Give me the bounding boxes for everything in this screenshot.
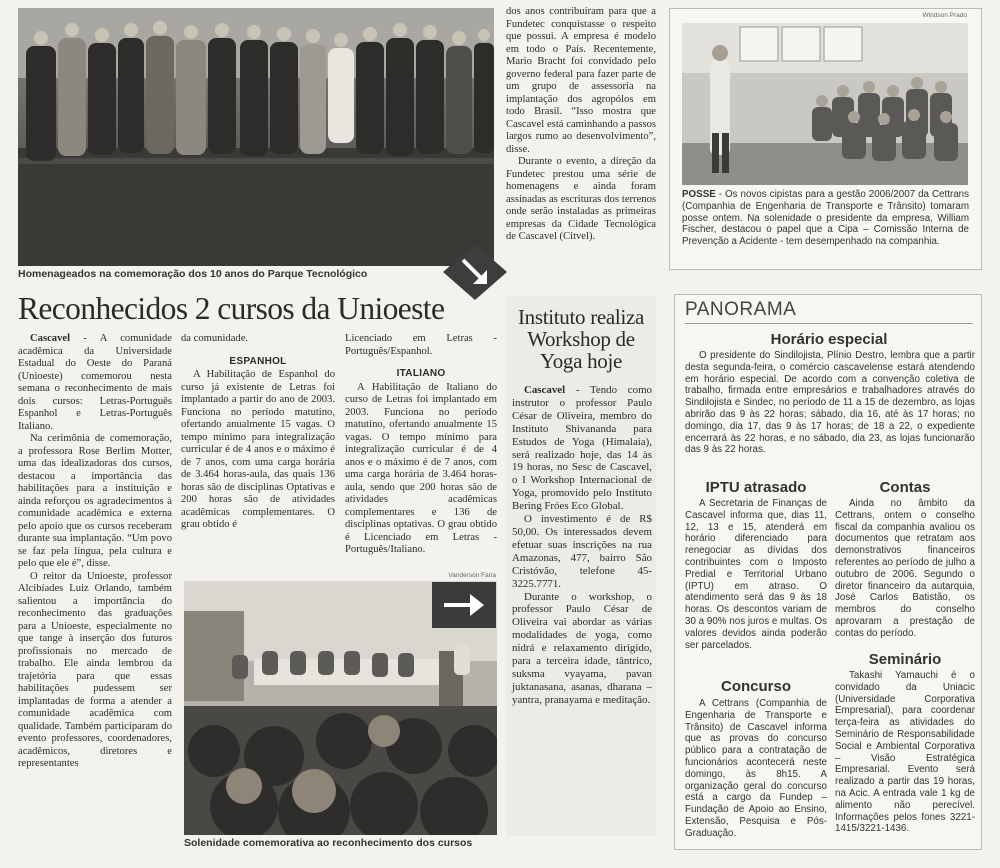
italiano-subtitle: ITALIANO (396, 368, 446, 379)
concurso-text: A Cettrans (Companhia de Engenharia de Transporte e Trânsito) de Cascavel informa que as provas do concurso público para a contratação de funcionários acontecerá neste domingo, às 8h15. A organização geral do concurso está a cargo da Fundep – Fundação de Apoio ao Ensino, Extensão, Pesquisa e Pós-Graduação. (685, 698, 827, 839)
fundetec-paragraph: Durante o evento, a direção da Fundetec prestou uma série de homenagens e ainda foram assinadas as escrituras dos terrenos onde serão instaladas as primeiras empresas da Cidade Tecnológica de Cascavel (Citvel). (506, 156, 656, 242)
unioeste-paragraph: Licenciado em Letras - Português/Espanhol. (345, 333, 497, 357)
espanhol-paragraph: A Habilitação de Espanhol do curso já existente de Letras foi implantado a partir do ano de 2003. Funciona no período matutino, ofertando anualmente 15 vagas. O tempo mínimo para integralização curricular é de 4 anos e o máximo é de 7 anos, com uma carga horária de 3.464 horas-aula, das quais 136 horas são de disciplinas Optativas e 200 horas são de atividades acadêmicas complementares. O grau obtido é (181, 369, 335, 530)
concurso-title: Concurso (720, 678, 791, 695)
iptu-text: A Secretaria de Finanças de Cascavel informa que, dias 11, 12, 13 e 15, atenderá em horário diferenciado para renegociar as dívidas dos contribuintes com o Imposto Predial e Territorial Urbano (IPTU) em atraso. O atendimento será das 9 às 18 horas. Os descontos variam de 30 a 90% nos juros e multas. Os valores devidos ainda poderão ser parcelados. (685, 498, 827, 651)
fundetec-paragraph: dos anos contribuíram para que a Fundetec conquistasse o respeito que possui. A empresa é modelo em todo o País. Recentemente, Mario Bracht foi convidado pelo governo federal para fazer parte de um grupo de assessoria na implantação dos agropólos em todo Brasil. “Isso mostra que Cascavel está caminhando a passos largos rumo ao desenvolvimento”, disse. (506, 6, 656, 155)
solenidade-photo-caption: Solenidade comemorativa ao reconhecimento dos cursos (184, 837, 473, 849)
posse-box (669, 8, 982, 270)
posse-photo-credit: Windson Prado (922, 12, 967, 19)
unioeste-paragraph: O reitor da Unioeste, professor Alcibíades Luiz Orlando, também salientou a importância do reconhecimento das graduações para a Unioeste, especialmente no que tange à inserção dos futuros profissionais no mercado de trabalho. Ele ainda lembrou da trajetória para que essas habilitações pudessem ser implantadas de forma a atender a comunidade acadêmica com qualidade. Também participaram do evento professores, coordenadores, acadêmicos, diretores e representantes (18, 570, 172, 769)
posse-caption (682, 189, 969, 248)
unioeste-column-2 (181, 333, 335, 532)
yoga-paragraph: Durante o workshop, o professor Paulo César de Oliveira vai abordar as várias modalidades de yoga, como nidrá e relaxamento dirigido, para a terceira idade, tântrico, suksma vyayama, pavan juktanasana, asanas, dharana – yantra, pranayama e meditação. (512, 590, 652, 706)
unioeste-headline: Reconhecidos 2 cursos da Unioeste (18, 291, 445, 326)
contas-text: Ainda no âmbito da Cettrans, ontem o conselho fiscal da companhia avaliou os documentos que retratam aos demonstrativos financeiros referentes ao período de julho a outubro de 2006. Segundo o diretor financeiro da autarquia, José Carlos Batistão, os membros do conselho aprovaram a prestação de contas do período. (835, 498, 975, 639)
solenidade-photo-credit: Vanderson Faria (448, 572, 496, 579)
horario-title: Horário especial (770, 331, 888, 348)
posse-photo (682, 23, 968, 185)
panorama-label: PANORAMA (685, 299, 797, 320)
honorees-photo-caption: Homenageados na comemoração dos 10 anos do Parque Tecnológico (18, 268, 368, 280)
contas-title: Contas (879, 479, 931, 496)
seminario-title: Seminário (868, 651, 942, 668)
fundetec-article-continuation (506, 6, 656, 244)
arrow-right-icon (432, 582, 496, 628)
panorama-box (674, 294, 982, 850)
unioeste-column-3 (345, 333, 497, 557)
unioeste-column-1 (18, 333, 172, 771)
iptu-title: IPTU atrasado (705, 479, 807, 496)
horario-text: O presidente do Sindilojista, Plínio Destro, lembra que a partir desta segunda-feira, o comércio cascavelense estará atendendo em horário especial. De acordo com a convenção coletiva de trabalho, firmada entre empresários e trabalhadores através do Sindilojista e Sindec, no período de 11 a 15 de dezembro, as lojas abrirão das 9 às 22 horas; sábado, dia 16, até às 17 horas; no domingo, dia 17, das 9 às 17 horas; de 18 a 22, o expediente encerrará às 22 horas, e no sábado, dia 23, as lojas funcionarão das 9 às 22 horas. (685, 350, 975, 456)
yoga-article-body (512, 384, 652, 707)
unioeste-paragraph: da comunidade. (181, 333, 249, 344)
yoga-paragraph: O investimento é de R$ 50,00. Os interessados devem efetuar suas inscrições na rua Amazonas, 477, bairro São Cristóvão, telefone 45-3225.7771. (512, 513, 652, 590)
italiano-paragraph: A Habilitação de Italiano do curso de Letras foi implantado em 2003. Funciona no período matutino, ofertando anualmente 15 vagas. O tempo mínimo para integralização curricular é de 4 anos e o máximo é de 7 anos, com uma carga horária de 3.464 horas-aula, sendo que 200 horas são de atividades acadêmicas complementares e 136 de disciplinas optativas. O grau obtido é Licenciado em Letras - Português/Italiano. (345, 381, 497, 555)
espanhol-subtitle: ESPANHOL (229, 355, 287, 367)
unioeste-paragraph: Cascavel - A comunidade acadêmica da Universidade Estadual do Oeste do Paraná (Unioeste) comemorou nesta semana o reconhecimento de mais dois cursos: Letras-Português Espanhol e Letras-Português Italiano. (18, 333, 172, 432)
seminario-text: Takashi Yamauchi é o convidado da Uniacic (Universidade Corporativa Empresarial), para coordenar terça-feira as atividades do Seminário de Responsabilidade Social e Ambiental Corporativa – Visão Estratégica Empresarial. Evento será realizado a partir das 19 horas, na Acic. A entrada vale 1 kg de alimento não perecível. Informações pelos fones 3221-1415/3221-1436. (835, 670, 975, 835)
posse-caption-label: POSSE (682, 189, 716, 200)
yoga-paragraph: Cascavel - Tendo como instrutor o professor Paulo César de Oliveira, membro do Instituto Shivananda para Estudos de Yoga (Himalaia), será realizado hoje, das 14 às 19 horas, no Sesc de Cascavel, o I Workshop Internacional de Yoga, promovido pelo Instituto Bering Fróes Eco Global. (512, 384, 652, 513)
unioeste-paragraph: Na cerimônia de comemoração, a professora Rose Berlim Motter, uma das idealizadoras dos cursos, destacou a importância das habilitações para a instituição e ainda reforçou os agradecimentos à comunidade acadêmica e externa pelo apoio que os cursos receberam durante sua implantação. “Um povo se faz pela língua, pela cultura e pelo que ele é”, disse. (18, 433, 172, 569)
honorees-photo (18, 8, 494, 266)
yoga-headline: Instituto realiza Workshop de Yoga hoje (517, 305, 645, 373)
posse-caption-text: - Os novos cipistas para a gestão 2006/2007 da Cettrans (Companhia de Engenharia de Transporte e Trânsito) tomaram posse ontem. Na solenidade o presidente da empresa, William Fischer, destacou o papel que a Cipa – Comissão Interna de Prevenção a Acidente - tem desempenhado na companhia. (682, 189, 969, 248)
